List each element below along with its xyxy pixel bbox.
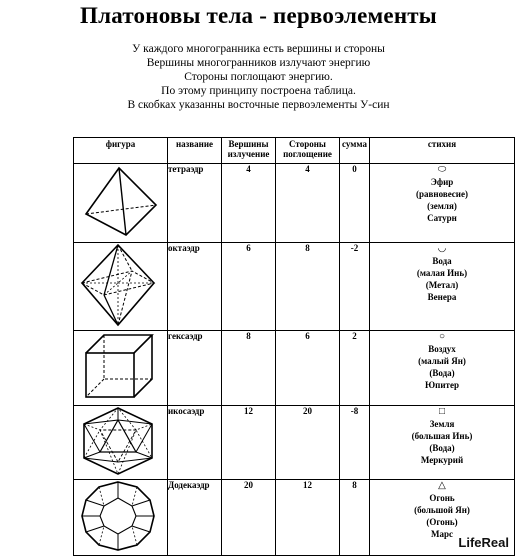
- sum-value: 0: [340, 164, 370, 243]
- platonic-solids-table: [73, 137, 515, 556]
- ellipse-symbol-icon: ⬭: [437, 164, 447, 175]
- shape-name: икосаэдр: [168, 406, 222, 480]
- intro-line: У каждого многогранника есть вершины и стороны: [132, 43, 385, 55]
- element-note: (малая Инь): [416, 268, 468, 278]
- element-name: Вода: [432, 256, 452, 266]
- intro-line: В скобках указанны восточные первоэлементы У-син: [127, 99, 390, 111]
- header-element: стихия: [370, 138, 515, 164]
- square-symbol-icon: □: [438, 406, 446, 417]
- page-title: Платоновы тела - первоэлементы: [80, 3, 437, 28]
- dodecahedron-icon: [74, 480, 162, 552]
- element-note: (равновесие): [416, 189, 468, 199]
- sides-value: 4: [276, 164, 340, 243]
- triangle-symbol-icon: △: [438, 480, 446, 491]
- header-name: название: [168, 138, 222, 164]
- element-planet: Меркурий: [420, 455, 464, 465]
- shape-name: Додекаэдр: [168, 480, 222, 556]
- header-vertices: Вершины излучение: [222, 138, 276, 164]
- watermark: LifeReal: [458, 535, 509, 550]
- shape-name: гексаэдр: [168, 331, 222, 406]
- circle-symbol-icon: ○: [438, 331, 446, 342]
- header-sides: Стороны поглощение: [276, 138, 340, 164]
- table-row: [74, 480, 515, 556]
- intro-line: Стороны поглощают энергию.: [184, 71, 333, 83]
- intro-text: [40, 42, 477, 112]
- bowl-symbol-icon: ◡: [437, 243, 447, 254]
- table-row: [74, 406, 515, 480]
- shape-name: октаэдр: [168, 243, 222, 331]
- intro-line: По этому принципу построена таблица.: [161, 85, 356, 97]
- element-name: Воздух: [428, 344, 456, 354]
- element-wuxing: (Вода): [429, 443, 455, 453]
- element-wuxing: (Метал): [425, 280, 459, 290]
- tetrahedron-icon: [74, 164, 162, 238]
- sides-value: 20: [276, 406, 340, 480]
- sum-value: 8: [340, 480, 370, 556]
- intro-line: Вершины многогранников излучают энергию: [146, 57, 371, 69]
- element-note: (большой Ян): [414, 505, 470, 515]
- vertices-value: 6: [222, 243, 276, 331]
- sum-value: -8: [340, 406, 370, 480]
- sides-value: 6: [276, 331, 340, 406]
- element-name: Эфир: [430, 177, 454, 187]
- octahedron-icon: [74, 243, 162, 327]
- sides-value: 8: [276, 243, 340, 331]
- vertices-value: 20: [222, 480, 276, 556]
- shape-name: тетраэдр: [168, 164, 222, 243]
- table-row: [74, 164, 515, 243]
- hexahedron-icon: [74, 331, 162, 401]
- vertices-value: 12: [222, 406, 276, 480]
- figure-cell: [74, 480, 168, 556]
- figure-cell: [74, 243, 168, 331]
- sides-value: 12: [276, 480, 340, 556]
- element-planet: Марс: [431, 529, 453, 539]
- sum-value: -2: [340, 243, 370, 331]
- figure-cell: [74, 406, 168, 480]
- element-planet: Венера: [427, 292, 457, 302]
- element-name: Огонь: [429, 493, 455, 503]
- figure-cell: [74, 331, 168, 406]
- sum-value: 2: [340, 331, 370, 406]
- element-cell: [370, 243, 515, 331]
- element-planet: Сатурн: [427, 213, 457, 223]
- element-cell: [370, 331, 515, 406]
- element-cell: [370, 406, 515, 480]
- header-sum: сумма: [340, 138, 370, 164]
- vertices-value: 8: [222, 331, 276, 406]
- element-wuxing: (Огонь): [426, 517, 458, 527]
- table-row: [74, 331, 515, 406]
- table-header-row: [74, 138, 515, 164]
- element-name: Земля: [429, 419, 455, 429]
- element-wuxing: (земля): [427, 201, 457, 211]
- figure-cell: [74, 164, 168, 243]
- header-figure: фигура: [74, 138, 168, 164]
- table-row: [74, 243, 515, 331]
- element-wuxing: (Вода): [429, 368, 455, 378]
- element-cell: [370, 164, 515, 243]
- element-note: (малый Ян): [418, 356, 466, 366]
- vertices-value: 4: [222, 164, 276, 243]
- element-planet: Юпитер: [425, 380, 459, 390]
- icosahedron-icon: [74, 406, 162, 476]
- element-note: (большая Инь): [411, 431, 473, 441]
